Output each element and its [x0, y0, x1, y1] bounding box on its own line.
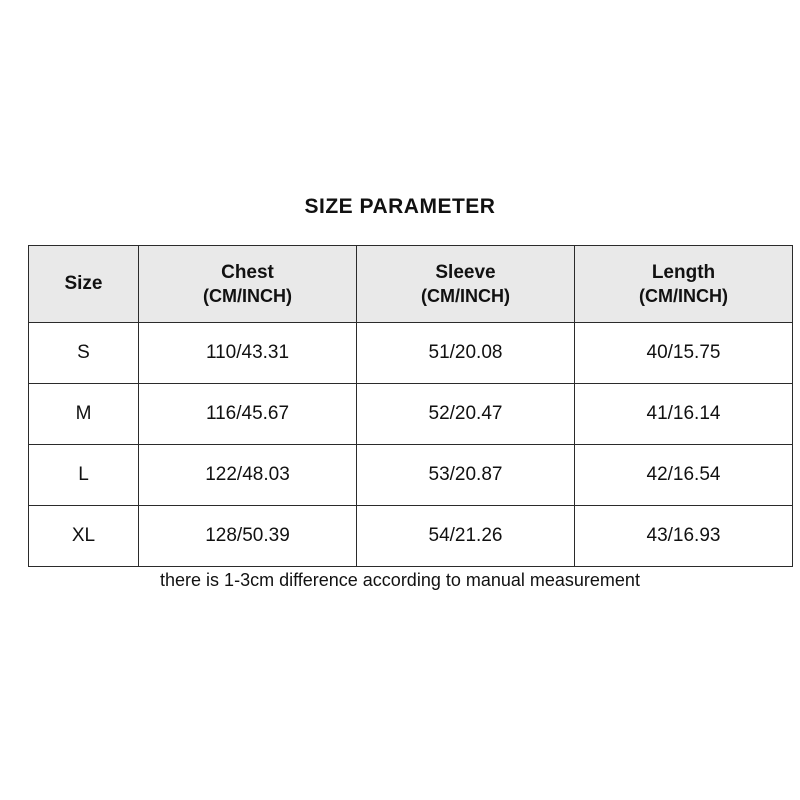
table-row	[29, 384, 793, 445]
cell-sleeve: 52/20.47	[357, 384, 575, 445]
cell-size: L	[29, 445, 139, 506]
column-header-chest-unit: (CM/INCH)	[203, 285, 292, 306]
cell-size: XL	[29, 506, 139, 567]
cell-sleeve: 53/20.87	[357, 445, 575, 506]
column-header-sleeve	[357, 246, 575, 323]
table-header	[29, 246, 793, 323]
cell-sleeve: 51/20.08	[357, 323, 575, 384]
cell-chest: 116/45.67	[139, 384, 357, 445]
cell-length: 41/16.14	[575, 384, 793, 445]
column-header-length-label: Length	[651, 261, 716, 283]
table-row	[29, 323, 793, 384]
measurement-note: there is 1-3cm difference according to manual measurement	[160, 570, 640, 590]
cell-chest: 110/43.31	[139, 323, 357, 384]
table-row	[29, 506, 793, 567]
size-parameter-table	[28, 245, 793, 567]
cell-length: 43/16.93	[575, 506, 793, 567]
column-header-chest	[139, 246, 357, 323]
column-header-size	[29, 246, 139, 323]
page-title: SIZE PARAMETER	[304, 195, 496, 218]
cell-sleeve: 54/21.26	[357, 506, 575, 567]
cell-chest: 122/48.03	[139, 445, 357, 506]
table-body	[29, 323, 793, 567]
cell-size: S	[29, 323, 139, 384]
column-header-length	[575, 246, 793, 323]
table-row	[29, 445, 793, 506]
column-header-sleeve-label: Sleeve	[435, 261, 496, 283]
column-header-chest-label: Chest	[221, 261, 274, 283]
cell-size: M	[29, 384, 139, 445]
column-header-sleeve-unit: (CM/INCH)	[421, 285, 510, 306]
column-header-size-label: Size	[64, 273, 103, 295]
size-table-container	[28, 245, 772, 567]
cell-chest: 128/50.39	[139, 506, 357, 567]
cell-length: 42/16.54	[575, 445, 793, 506]
column-header-length-unit: (CM/INCH)	[639, 285, 728, 306]
cell-length: 40/15.75	[575, 323, 793, 384]
table-header-row	[29, 246, 793, 323]
